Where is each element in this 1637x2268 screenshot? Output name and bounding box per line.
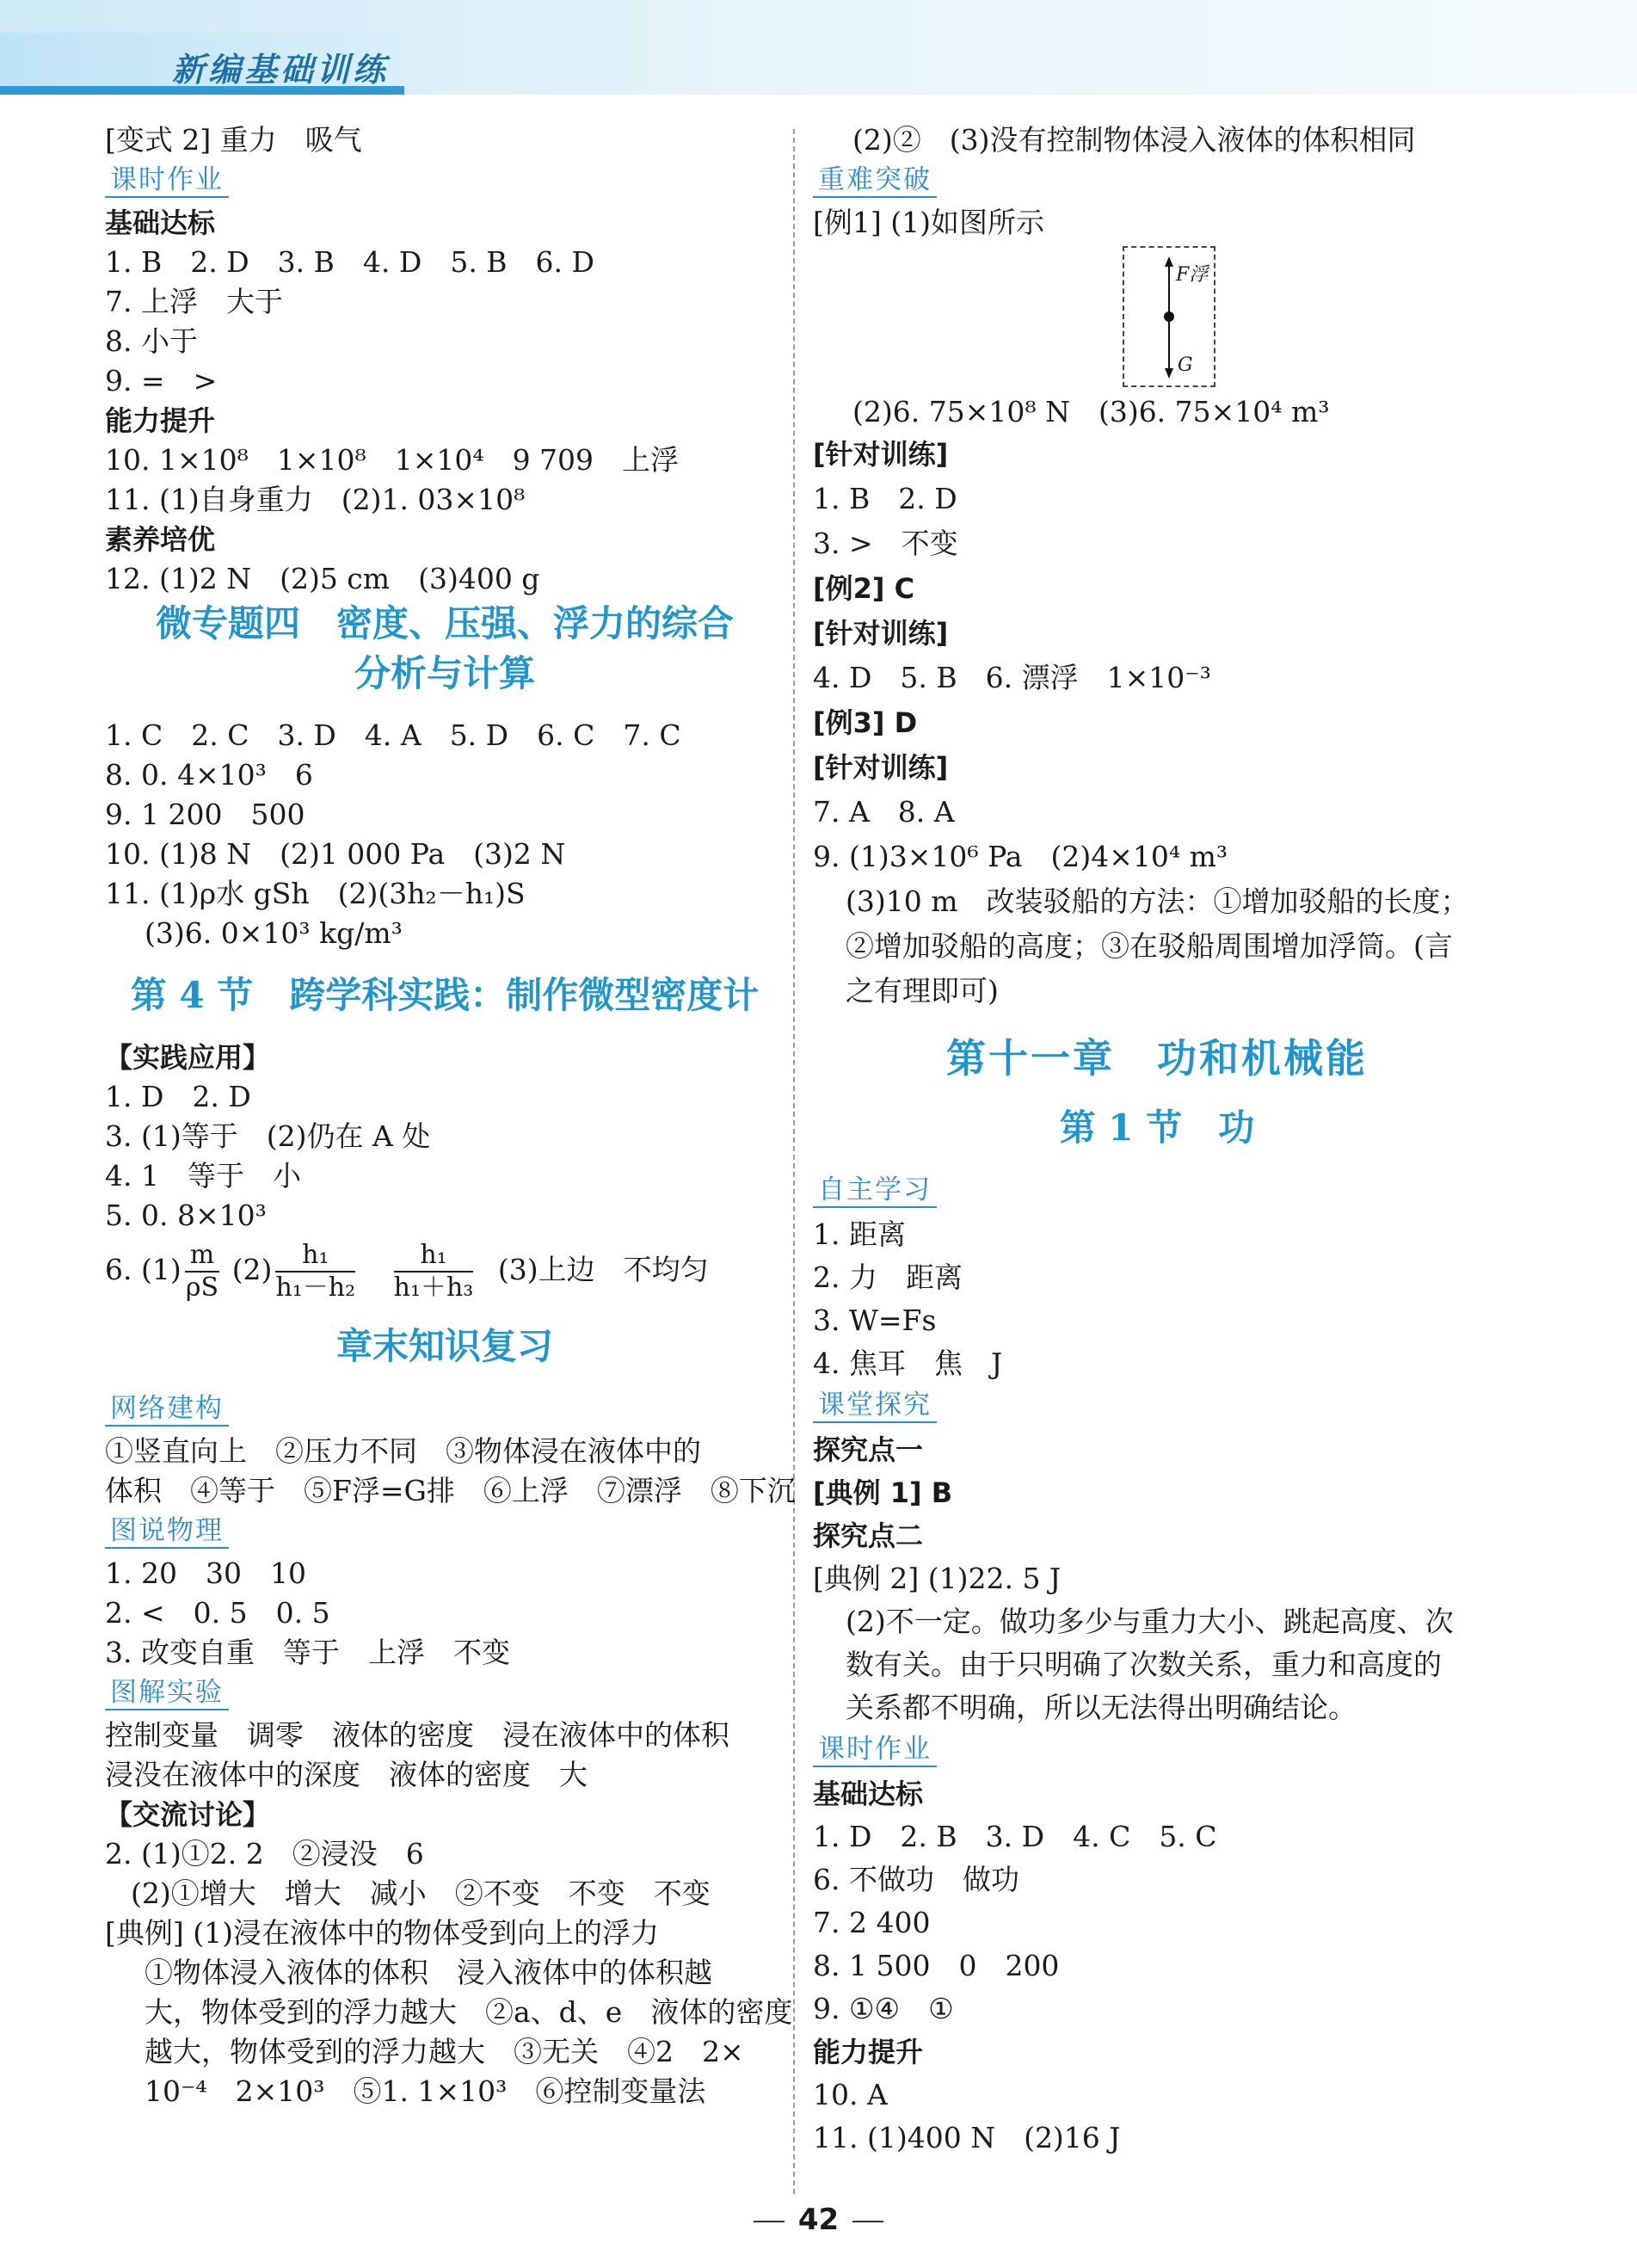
answer-line: 1. D 2. B 3. D 4. C 5. C [813,1820,1217,1853]
fraction-3 [394,1240,474,1303]
section-label: 课时作业 [105,163,229,198]
answer-line: 10. 1×10⁸ 1×10⁸ 1×10⁴ 9 709 上浮 [105,443,680,477]
answer-line: 10⁻⁴ 2×10³ ⑤1. 1×10³ ⑥控制变量法 [145,2074,706,2108]
topic-title: 微专题四 密度、压强、浮力的综合 [155,602,734,644]
subheading: 基础达标 [813,1778,924,1810]
section-label: 课时作业 [813,1733,937,1767]
subheading: 【实践应用】 [105,1041,271,1074]
answer-line: 11. (1)ρ水 gSh (2)(3h₂－h₁)S [105,877,526,910]
answer-line: ①竖直向上 ②压力不同 ③物体浸在液体中的 [105,1434,701,1468]
subheading: [针对训练] [813,438,949,471]
answer-line: 2. (1)①2. 2 ②浸没 6 [105,1837,424,1870]
answer-line: 1. 20 30 10 [105,1556,306,1590]
fraction-prefix: 6. (1) [105,1253,182,1286]
buoyancy-label: F浮 [1176,264,1209,286]
answer-line: 11. (1)400 N (2)16 J [813,2121,1121,2154]
answer-line: 10. (1)8 N (2)1 000 Pa (3)2 N [105,837,566,871]
header-title: 新编基础训练 [172,51,390,89]
fraction-1-denominator: ρS [185,1273,219,1303]
column-divider [793,129,795,2194]
answer-line: 2. < 0. 5 0. 5 [105,1596,330,1630]
right-column [813,120,1501,2160]
subheading: [针对训练] [813,751,949,784]
answer-line: 3. > 不变 [813,527,958,560]
page-number [0,2203,1637,2237]
answer-line: (3)10 m 改装驳船的方法：①增加驳船的长度； [846,884,1469,918]
answer-line: 11. (1)自身重力 (2)1. 03×10⁸ [105,483,526,516]
answer-line: 9. 1 200 500 [105,798,305,831]
answer-line: 9. ①④ ① [813,1992,954,2025]
force-diagram [1123,246,1215,387]
answer-line: 数有关。由于只明确了次数关系，重力和高度的 [846,1648,1442,1681]
answer-line: (2)不一定。做功多少与重力大小、跳起高度、次 [846,1605,1454,1638]
page-number-dash-left [754,2221,785,2222]
subheading: 【交流讨论】 [105,1798,271,1831]
answer-line: 6. 不做功 做功 [813,1863,1019,1896]
topic-title-line2: 分析与计算 [354,652,535,694]
answer-line: 大，物体受到的浮力越大 ②a、d、e 液体的密度 [145,1995,793,2029]
answer-line: 9. = > [105,364,218,398]
gravity-label: G [1178,354,1193,376]
answer-line: [例1] (1)如图所示 [813,206,1044,239]
answer-line: 2. 力 距离 [813,1260,963,1294]
answer-line: 8. 小于 [105,324,198,358]
answer-line: 3. (1)等于 (2)仍在 A 处 [105,1119,431,1153]
answer-line: 4. D 5. B 6. 漂浮 1×10⁻³ [813,661,1211,694]
answer-line: [典例] (1)浸在液体中的物体受到向上的浮力 [105,1916,659,1950]
answer-line: (2)6. 75×10⁸ N (3)6. 75×10⁴ m³ [852,395,1330,428]
answer-line: 1. C 2. C 3. D 4. A 5. D 6. C 7. C [105,718,681,752]
answer-line: 浸没在液体中的深度 液体的密度 大 [105,1758,588,1791]
answer-line: 1. 距离 [813,1217,906,1251]
fraction-3-numerator: h₁ [394,1240,474,1273]
answer-line: 越大，物体受到的浮力越大 ③无关 ④2 2× [145,2035,744,2068]
page-number-text: 42 [797,2203,840,2237]
subheading: 素养培优 [105,523,216,556]
section-label: 图解实验 [105,1676,229,1710]
section-label: 图说物理 [105,1514,229,1549]
fraction-1-numerator: m [185,1240,219,1273]
answer-line: 12. (1)2 N (2)5 cm (3)400 g [105,562,540,595]
answer-line: 3. 改变自重 等于 上浮 不变 [105,1636,510,1669]
answer-line: 4. 焦耳 焦 J [813,1347,1003,1380]
answer-line: ②增加驳船的高度；③在驳船周围增加浮筒。(言 [846,929,1453,963]
answer-line: [典例 2] (1)22. 5 J [813,1562,1062,1595]
subheading: [针对训练] [813,617,949,650]
section-label: 自主学习 [813,1174,937,1208]
answer-line: 8. 1 500 0 200 [813,1949,1060,1982]
section-title: 第 1 节 功 [1059,1106,1255,1149]
answer-line: 关系都不明确，所以无法得出明确结论。 [846,1691,1357,1724]
fraction-2 [275,1240,355,1303]
answer-line: (3)6. 0×10³ kg/m³ [145,916,403,950]
answer-line: [变式 2] 重力 吸气 [105,123,362,157]
center-point [1164,311,1174,322]
fraction-3-denominator: h₁＋h₃ [393,1273,474,1303]
answer-line: 5. 0. 8×10³ [105,1199,267,1232]
section-label: 课堂探究 [813,1389,937,1423]
left-column [105,120,796,2111]
answer-line: 4. 1 等于 小 [105,1159,301,1193]
fraction-answer-line [105,1236,785,1304]
buoyancy-arrowhead [1165,256,1173,267]
subheading: 探究点一 [813,1433,924,1466]
fraction-mid: (2) [231,1253,273,1286]
section-title: 第 4 节 跨学科实践：制作微型密度计 [130,974,760,1016]
answer-line: (2)② (3)没有控制物体浸入液体的体积相同 [852,123,1416,157]
answer-line: 之有理即可) [846,974,999,1008]
answer-line: 9. (1)3×10⁶ Pa (2)4×10⁴ m³ [813,840,1228,873]
subheading: 探究点二 [813,1519,924,1552]
answer-line: 体积 ④等于 ⑤F浮=G排 ⑥上浮 ⑦漂浮 ⑧下沉 [105,1474,796,1507]
page-number-dash-right [852,2221,883,2222]
answer-line: 7. 2 400 [813,1906,931,1939]
answer-line: 1. B 2. D [813,482,957,515]
section-label: 网络建构 [105,1392,229,1427]
gravity-arrowhead [1165,368,1173,379]
chapter-title: 第十一章 功和机械能 [946,1035,1368,1082]
example-line: [典例 1] B [813,1476,953,1509]
answer-line: 7. A 8. A [813,795,955,829]
answer-line: ①物体浸入液体的体积 浸入液体中的体积越 [145,1956,712,1989]
answer-line: 10. A [813,2078,888,2111]
fraction-2-numerator: h₁ [275,1240,355,1273]
fraction-1 [185,1240,219,1303]
answer-line: 7. 上浮 大于 [105,285,283,318]
answer-line: 8. 0. 4×10³ 6 [105,758,313,792]
subheading: 能力提升 [105,404,216,437]
example-line: [例2] C [813,572,915,605]
section-title: 章末知识复习 [335,1325,553,1367]
answer-line: (2)①增大 增大 减小 ②不变 不变 不变 [131,1877,711,1910]
fraction-suffix: (3)上边 不均匀 [497,1253,709,1286]
answer-line: 1. D 2. D [105,1080,251,1113]
answer-line: 3. W=Fs [813,1303,937,1337]
subheading: 能力提升 [813,2036,924,2068]
fraction-2-denominator: h₁－h₂ [275,1273,356,1303]
subheading: 基础达标 [105,206,216,239]
answer-line: 1. B 2. D 3. B 4. D 5. B 6. D [105,245,594,279]
answer-line: 控制变量 调零 液体的密度 浸在液体中的体积 [105,1718,729,1752]
example-line: [例3] D [813,706,918,739]
page-header [0,0,1637,95]
section-label: 重难突破 [813,163,937,198]
